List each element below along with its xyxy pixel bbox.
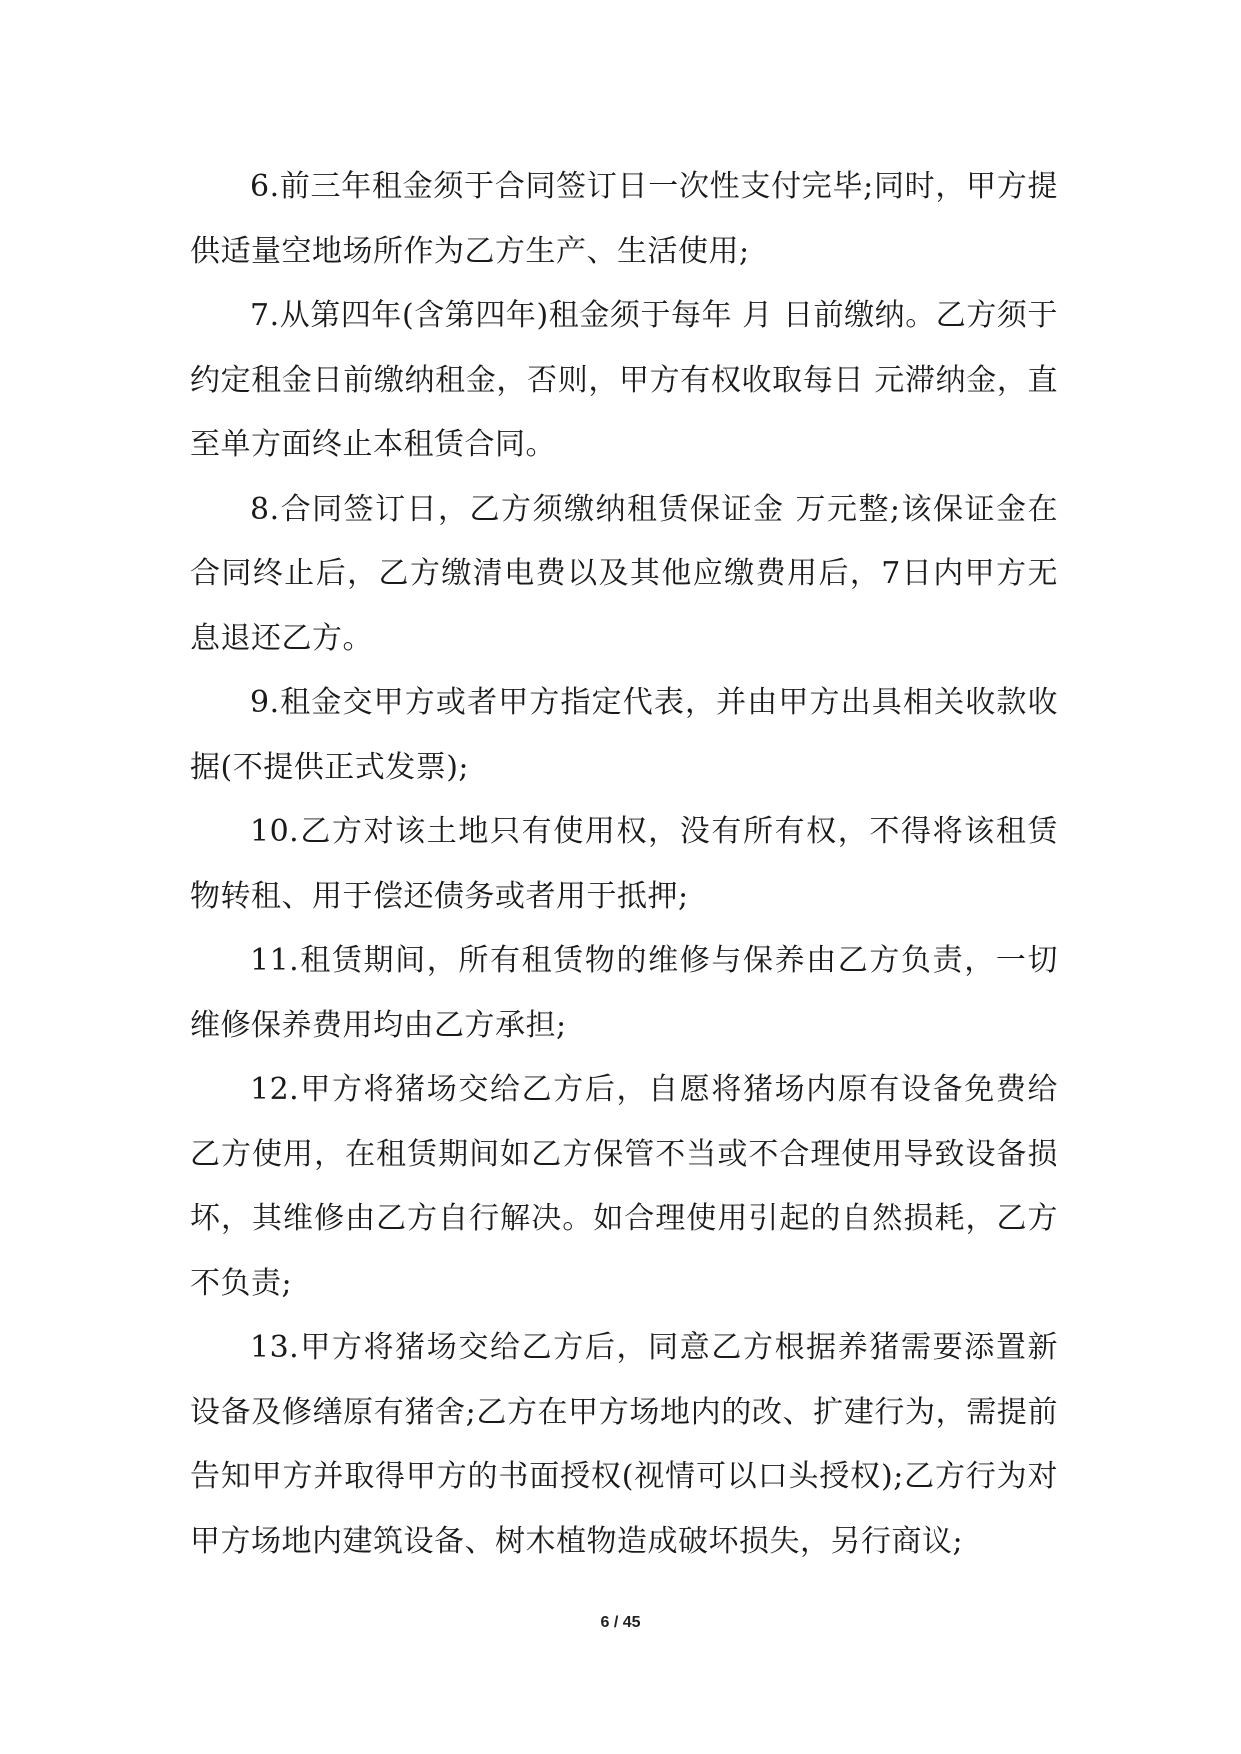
- clause-9: 9.租金交甲方或者甲方指定代表，并由甲方出具相关收款收据(不提供正式发票);: [190, 685, 1058, 785]
- clause-12: 12.甲方将猪场交给乙方后，自愿将猪场内原有设备免费给乙方使用，在租赁期间如乙方保管不当或不合理使用导致设备损坏，其维修由乙方自行解决。如合理使用引起的自然损耗，乙方不负责;: [190, 1072, 1058, 1301]
- clause-7: 7.从第四年(含第四年)租金须于每年 月 日前缴纳。乙方须于约定租金日前缴纳租金，否则，甲方有权收取每日 元滞纳金，直至单方面终止本租赁合同。: [190, 298, 1058, 462]
- clause-8: 8.合同签订日，乙方须缴纳租赁保证金 万元整;该保证金在合同终止后，乙方缴清电费以及其他应缴费用后，7日内甲方无息退还乙方。: [190, 491, 1058, 656]
- clause-13: 13.甲方将猪场交给乙方后，同意乙方根据养猪需要添置新设备及修缮原有猪舍;乙方在甲方场地内的改、扩建行为，需提前告知甲方并取得甲方的书面授权(视情可以口头授权);乙方行为对甲方场地内建筑设备、树木植物造成破坏损失，另行商议;: [190, 1330, 1058, 1559]
- clause-10: 10.乙方对该土地只有使用权，没有所有权，不得将该租赁物转租、用于偿还债务或者用于抵押;: [190, 814, 1058, 914]
- clause-6: 6.前三年租金须于合同签订日一次性支付完毕;同时，甲方提供适量空地场所作为乙方生产、生活使用;: [190, 169, 1058, 269]
- document-body: [190, 155, 1058, 1574]
- clause-11: 11.租赁期间，所有租赁物的维修与保养由乙方负责，一切维修保养费用均由乙方承担;: [190, 943, 1058, 1043]
- page-number: 6 / 45: [600, 1614, 641, 1631]
